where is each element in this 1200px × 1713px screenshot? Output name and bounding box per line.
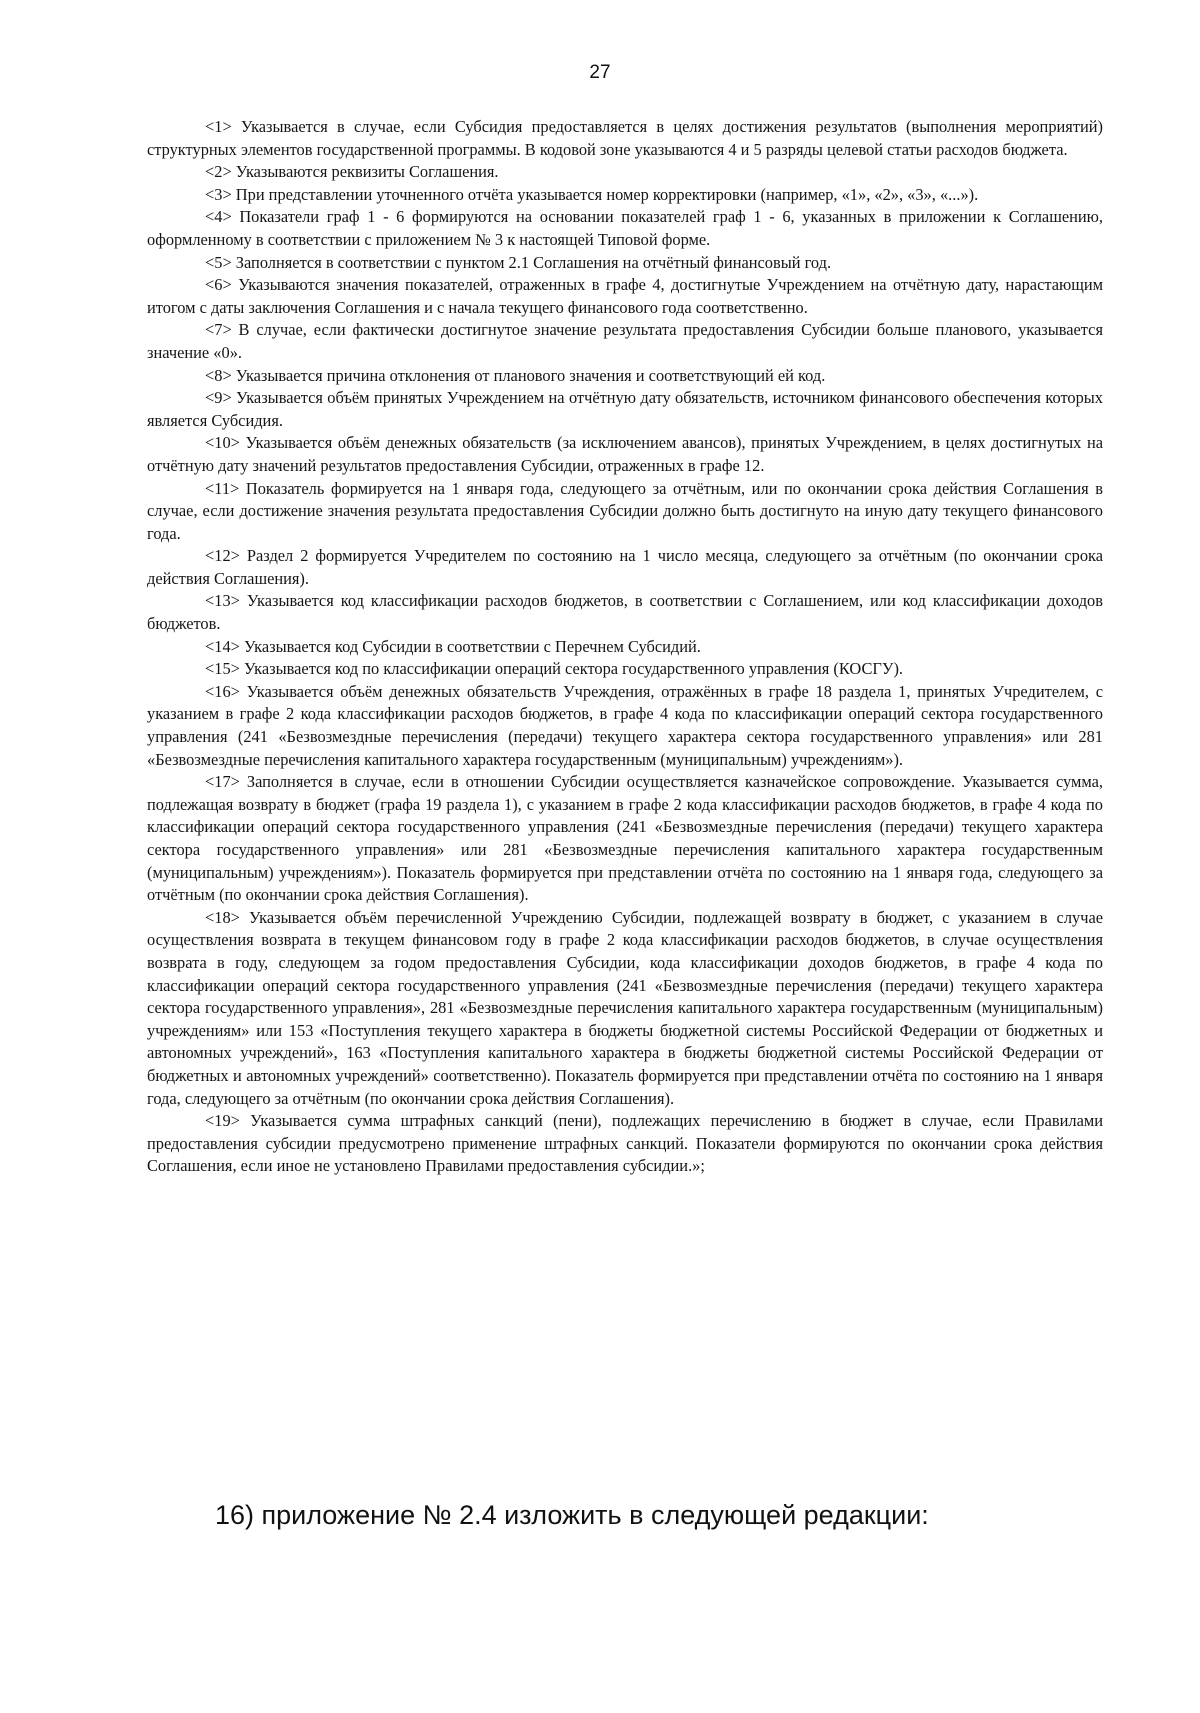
footnote: <14> Указывается код Субсидии в соответствии с Перечнем Субсидий.	[205, 636, 701, 656]
footnote: <17> Заполняется в случае, если в отношении Субсидии осуществляется казначейское сопровождение. Указывается сумма, подлежащая возврату в бюджет (графа 19 раздела 1), с указанием в графе 2 кода классификации расходов бюджетов, в графе 4 кода по классификации операций сектора государственного управления (241 «Безвозмездные перечисления (передачи) текущего характера сектора государственного управления» или 281 «Безвозмездные перечисления капитального характера государственным (муниципальным) учреждениям»). Показатель формируется при представлении отчёта по состоянию на 1 января года, следующего за отчётным (по окончании срока действия Соглашения).	[147, 772, 1103, 905]
footnote: <4> Показатели граф 1 - 6 формируются на основании показателей граф 1 - 6, указанных в приложении к Соглашению, оформленному в соответствии с приложением № 3 к настоящей Типовой форме.	[147, 207, 1103, 249]
page-number: 27	[589, 62, 611, 83]
footnote: <3> При представлении уточненного отчёта указывается номер корректировки (например, «1», «2», «3», «...»).	[205, 184, 979, 204]
footnote: <6> Указываются значения показателей, отраженных в графе 4, достигнутые Учреждением на отчётную дату, нарастающим итогом с даты заключения Соглашения и с начала текущего финансового года соответственно.	[147, 275, 1103, 317]
footnote: <9> Указывается объём принятых Учреждением на отчётную дату обязательств, источником финансового обеспечения которых является Субсидия.	[147, 388, 1103, 430]
footnotes-list	[147, 116, 1103, 1178]
footnote: <2> Указываются реквизиты Соглашения.	[205, 162, 499, 182]
footnote: <5> Заполняется в соответствии с пунктом 2.1 Соглашения на отчётный финансовый год.	[205, 252, 832, 272]
footnote: <1> Указывается в случае, если Субсидия предоставляется в целях достижения результатов (выполнения мероприятий) структурных элементов государственной программы. В кодовой зоне указываются 4 и 5 разряды целевой статьи расходов бюджета.	[147, 117, 1103, 159]
footnote: <7> В случае, если фактически достигнутое значение результата предоставления Субсидии больше планового, указывается значение «0».	[147, 320, 1103, 362]
footnote: <19> Указывается сумма штрафных санкций (пени), подлежащих перечислению в бюджет в случае, если Правилами предоставления субсидии предусмотрено применение штрафных санкций. Показатели формируются по окончании срока действия Соглашения, если иное не установлено Правилами предоставления субсидии.»;	[147, 1111, 1103, 1176]
footnote: <15> Указывается код по классификации операций сектора государственного управления (КОСГУ).	[205, 659, 904, 679]
footnote: <13> Указывается код классификации расходов бюджетов, в соответствии с Соглашением, или код классификации доходов бюджетов.	[147, 591, 1103, 634]
footnote: <8> Указывается причина отклонения от планового значения и соответствующий ей код.	[205, 365, 826, 385]
footnote: <16> Указывается объём денежных обязательств Учреждения, отражённых в графе 18 раздела 1, принятых Учредителем, с указанием в графе 2 кода классификации расходов бюджетов, в графе 4 кода по классификации операций сектора государственного управления (241 «Безвозмездные перечисления (передачи) текущего характера сектора государственного управления» или 281 «Безвозмездные перечисления капитального характера государственным (муниципальным) учреждениям»).	[147, 681, 1103, 769]
footnote: <12> Раздел 2 формируется Учредителем по состоянию на 1 число месяца, следующего за отчётным (по окончании срока действия Соглашения).	[147, 546, 1103, 588]
footnote: <11> Показатель формируется на 1 января года, следующего за отчётным, или по окончании срока действия Соглашения в случае, если достижение значения результата предоставления Субсидии должно быть достигнуто на иную дату текущего финансового года.	[147, 478, 1103, 543]
footnote: <18> Указывается объём перечисленной Учреждению Субсидии, подлежащей возврату в бюджет, с указанием в случае осуществления возврата в текущем финансовом году в графе 2 кода классификации расходов бюджетов, в случае осуществления возврата в году, следующем за годом предоставления Субсидии, кода классификации доходов бюджетов, в графе 4 кода по классификации операций сектора государственного управления (241 «Безвозмездные перечисления (передачи) текущего характера сектора государственного управления», 281 «Безвозмездные перечисления капитального характера государственным (муниципальным) учреждениям» или 153 «Поступления текущего характера в бюджеты бюджетной системы Российской Федерации от бюджетных и автономных учреждений», 163 «Поступления капитального характера в бюджеты бюджетной системы Российской Федерации от бюджетных и автономных учреждений» соответственно). Показатель формируется при представлении отчёта по состоянию на 1 января года, следующего за отчётным (по окончании срока действия Соглашения).	[147, 907, 1103, 1108]
amendment-heading: 16) приложение № 2.4 изложить в следующей редакции:	[215, 1500, 929, 1530]
footnote: <10> Указывается объём денежных обязательств (за исключением авансов), принятых Учреждением, в целях достигнутых на отчётную дату значений результатов предоставления Субсидии, отраженных в графе 12.	[147, 433, 1103, 475]
